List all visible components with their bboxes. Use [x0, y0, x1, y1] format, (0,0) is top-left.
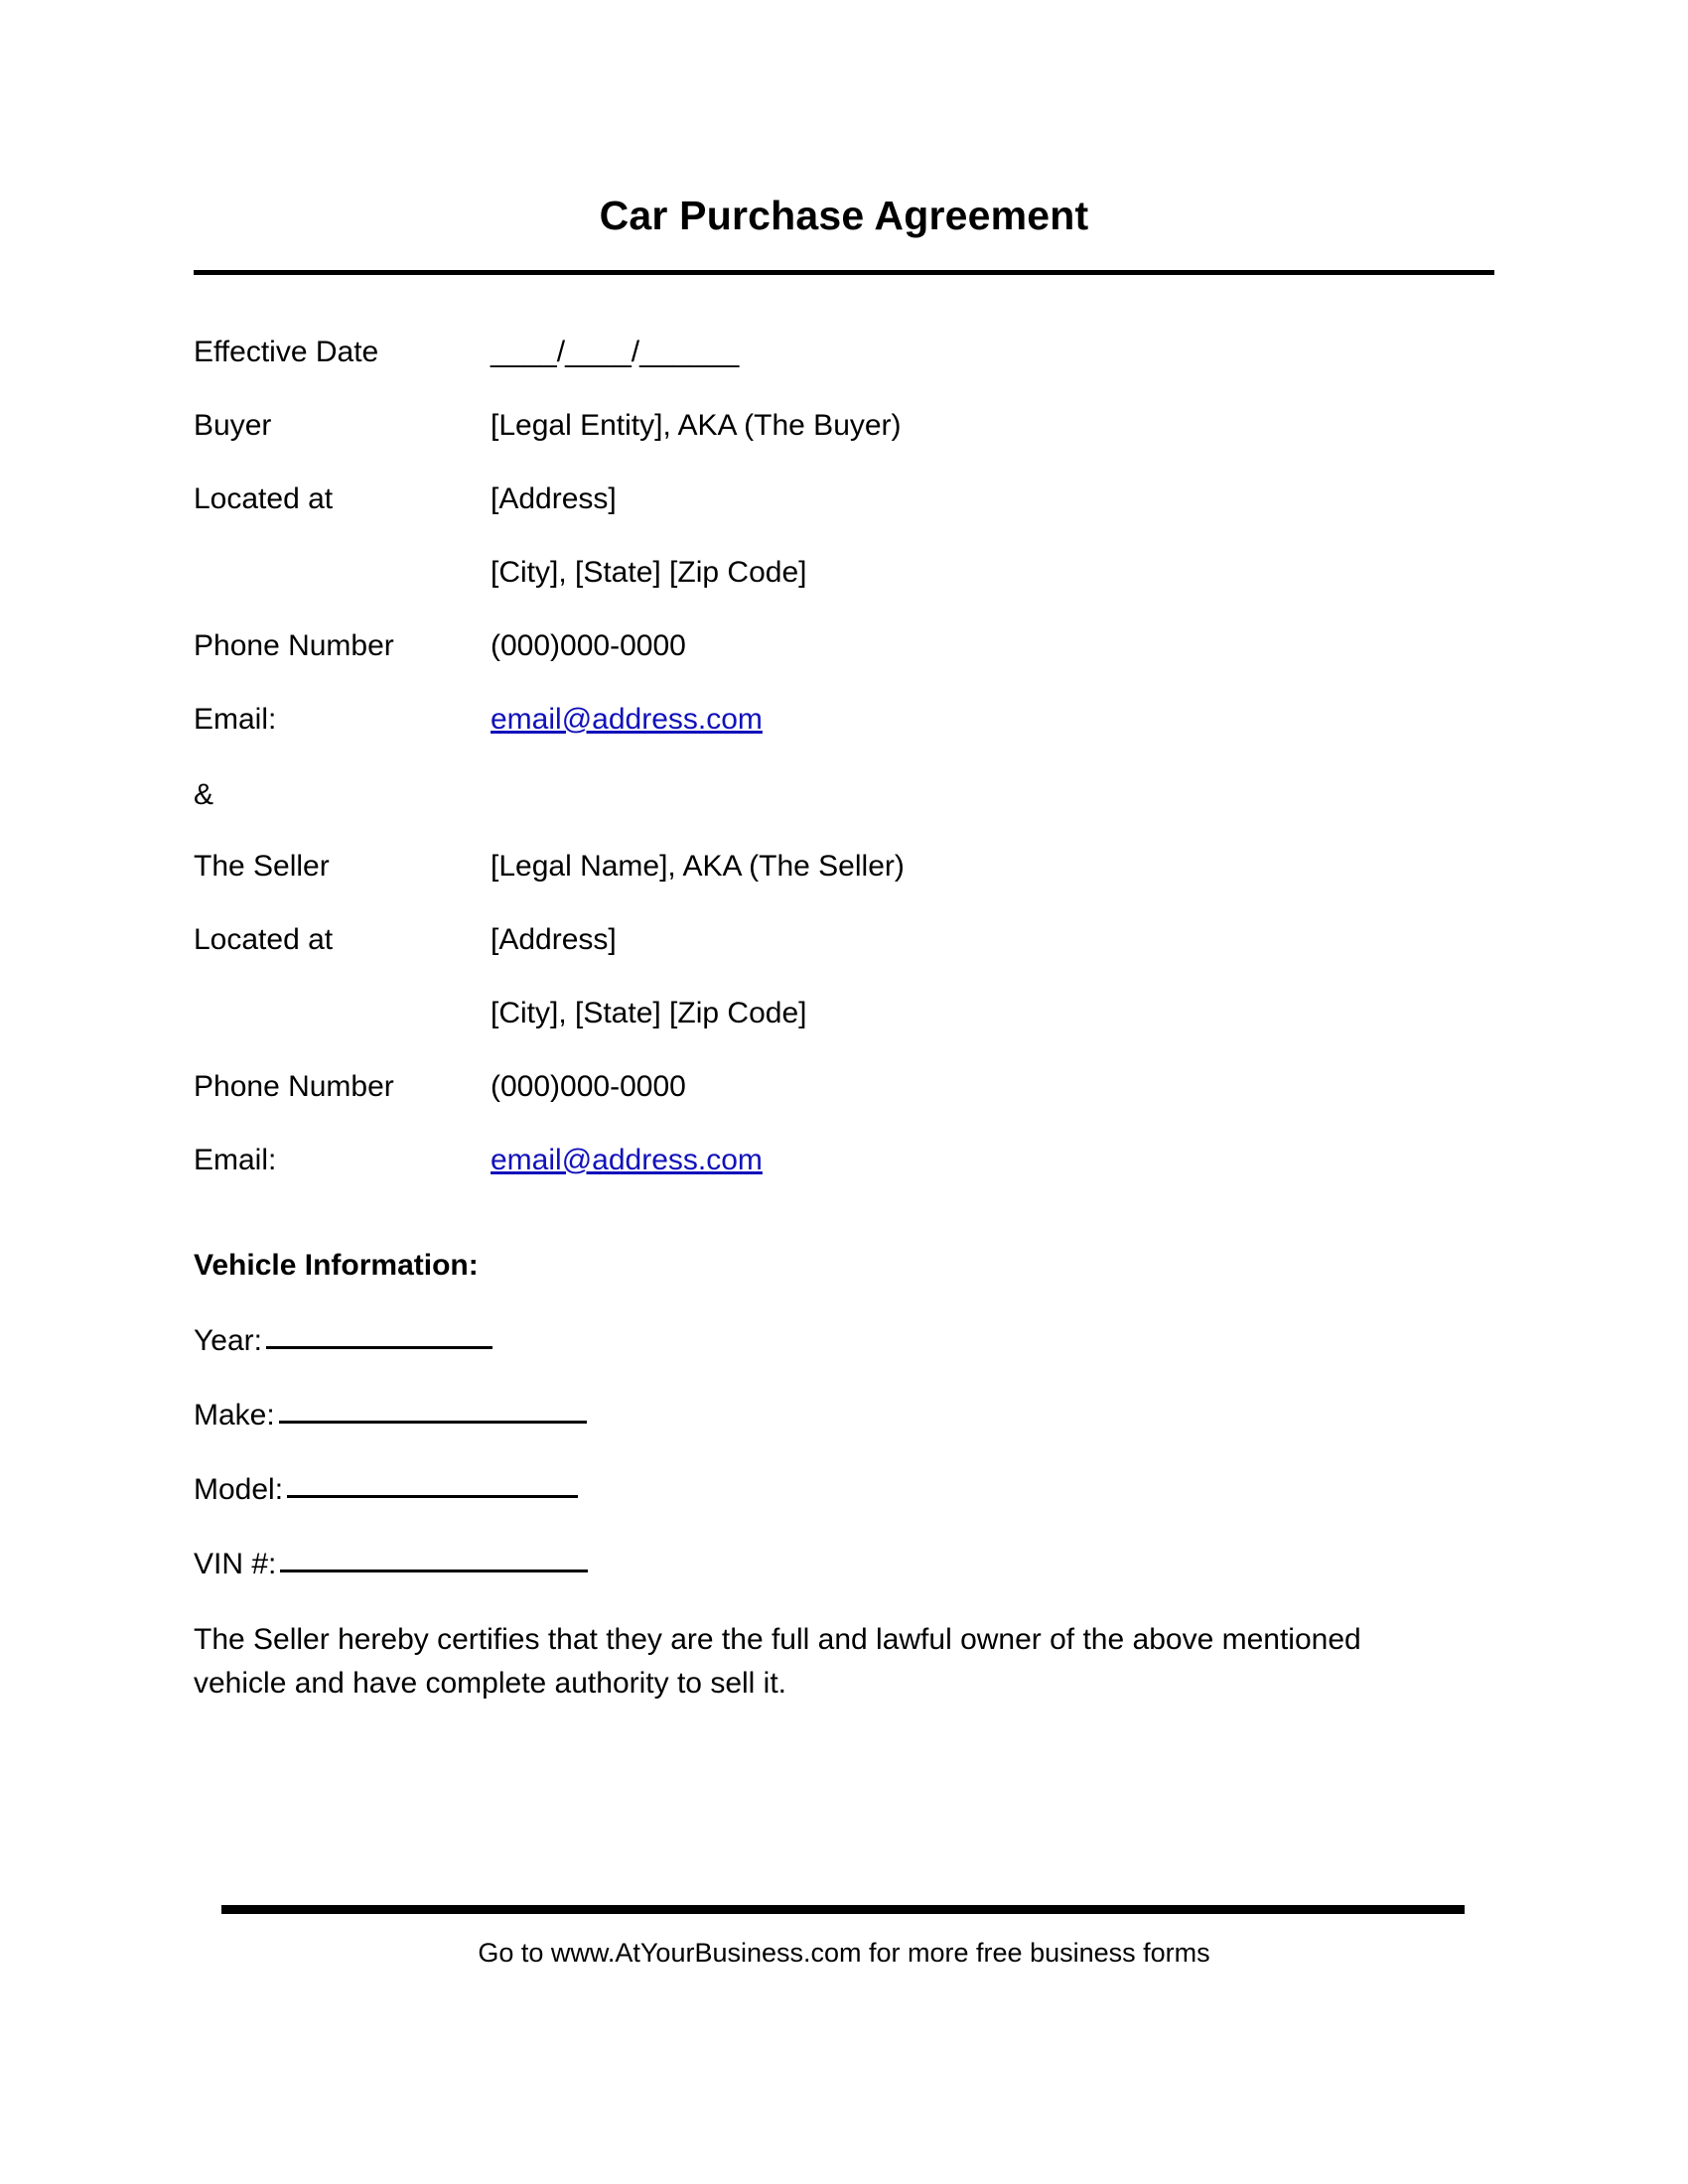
- vehicle-year-label: Year:: [194, 1324, 262, 1357]
- buyer-address-value[interactable]: [Address]: [491, 482, 617, 515]
- seller-email-row: [194, 1146, 1494, 1219]
- seller-city-row: [194, 999, 1494, 1072]
- vehicle-make-label: Make:: [194, 1399, 275, 1432]
- buyer-phone-row: [194, 631, 1494, 705]
- buyer-address-label: Located at: [194, 482, 334, 515]
- effective-date-row: [194, 338, 1494, 411]
- vehicle-model-label: Model:: [194, 1473, 284, 1506]
- buyer-phone-value[interactable]: (000)000-0000: [491, 629, 686, 662]
- vehicle-vin-row: [194, 1548, 588, 1581]
- buyer-city-state-zip-value[interactable]: [City], [State] [Zip Code]: [491, 556, 807, 589]
- buyer-address-row: [194, 484, 1494, 558]
- effective-date-blanks[interactable]: ____/____/______: [491, 336, 740, 368]
- agreement-fields: [194, 338, 1494, 1219]
- vehicle-year-input-blank[interactable]: [266, 1346, 492, 1349]
- vehicle-year-row: [194, 1324, 492, 1358]
- footer-divider: [221, 1905, 1465, 1914]
- buyer-city-row: [194, 558, 1494, 631]
- vehicle-model-input-blank[interactable]: [287, 1495, 578, 1498]
- seller-address-row: [194, 925, 1494, 999]
- page-title: Car Purchase Agreement: [599, 193, 1089, 238]
- seller-address-label: Located at: [194, 923, 334, 956]
- seller-city-state-zip-value[interactable]: [City], [State] [Zip Code]: [491, 997, 807, 1029]
- seller-label: The Seller: [194, 850, 330, 883]
- vehicle-information-heading: Vehicle Information:: [194, 1249, 479, 1282]
- seller-phone-value[interactable]: (000)000-0000: [491, 1070, 686, 1103]
- conjunction-row: &: [194, 778, 214, 811]
- seller-name-row: [194, 852, 1494, 925]
- seller-address-value[interactable]: [Address]: [491, 923, 617, 956]
- buyer-email-link[interactable]: email@address.com: [491, 703, 763, 736]
- buyer-name-value[interactable]: [Legal Entity], AKA (The Buyer): [491, 409, 902, 442]
- vehicle-vin-label: VIN #:: [194, 1548, 277, 1580]
- vehicle-make-input-blank[interactable]: [279, 1421, 587, 1424]
- buyer-name-row: [194, 411, 1494, 484]
- seller-name-value[interactable]: [Legal Name], AKA (The Seller): [491, 850, 905, 883]
- seller-email-label: Email:: [194, 1144, 277, 1176]
- buyer-phone-label: Phone Number: [194, 629, 394, 662]
- certification-paragraph: The Seller hereby certifies that they are the full and lawful owner of the above mentioned vehicle and have complete authority to sell it.: [194, 1623, 1361, 1701]
- seller-phone-label: Phone Number: [194, 1070, 394, 1103]
- buyer-label: Buyer: [194, 409, 272, 442]
- footer-text: Go to www.AtYourBusiness.com for more free business forms: [478, 1938, 1210, 1968]
- vehicle-vin-input-blank[interactable]: [280, 1570, 588, 1572]
- vehicle-make-row: [194, 1399, 587, 1433]
- vehicle-model-row: [194, 1473, 578, 1507]
- effective-date-label: Effective Date: [194, 336, 379, 368]
- buyer-email-label: Email:: [194, 703, 277, 736]
- buyer-email-row: [194, 705, 1494, 778]
- seller-email-link[interactable]: email@address.com: [491, 1144, 763, 1176]
- title-divider: [194, 270, 1494, 275]
- seller-phone-row: [194, 1072, 1494, 1146]
